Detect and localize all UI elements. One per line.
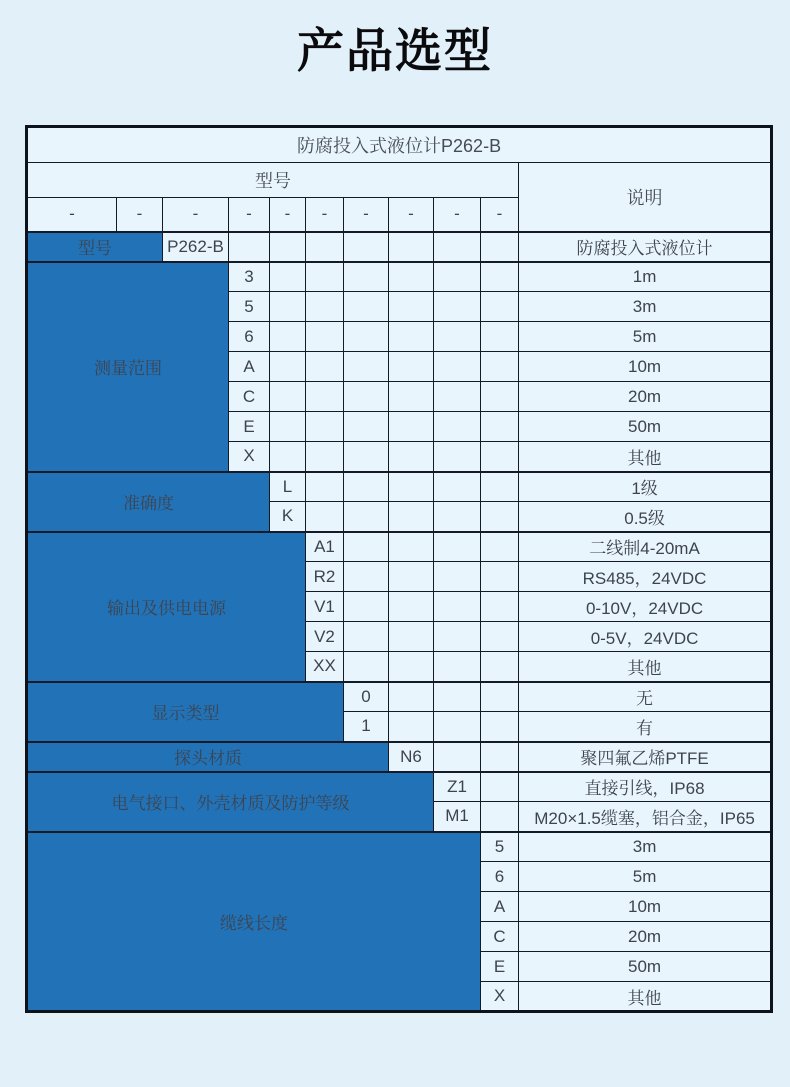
model-header-row bbox=[27, 163, 772, 198]
option-code-cell: P262-B bbox=[163, 232, 229, 262]
empty-cell bbox=[344, 562, 389, 592]
option-code-cell: K bbox=[270, 502, 306, 532]
model-dash-cell: - bbox=[389, 198, 434, 232]
empty-cell bbox=[389, 232, 434, 262]
option-description-cell: 50m bbox=[519, 952, 772, 982]
empty-cell bbox=[481, 412, 519, 442]
option-code-cell: A bbox=[481, 892, 519, 922]
empty-cell bbox=[306, 412, 344, 442]
empty-cell bbox=[434, 442, 481, 472]
empty-cell bbox=[481, 622, 519, 652]
table-row bbox=[27, 472, 772, 502]
option-description-cell: 10m bbox=[519, 352, 772, 382]
empty-cell bbox=[434, 652, 481, 682]
option-description-cell: 0-5V，24VDC bbox=[519, 622, 772, 652]
option-code-cell: R2 bbox=[306, 562, 344, 592]
empty-cell bbox=[306, 292, 344, 322]
empty-cell bbox=[344, 622, 389, 652]
model-dash-cell: - bbox=[344, 198, 389, 232]
empty-cell bbox=[270, 442, 306, 472]
empty-cell bbox=[481, 652, 519, 682]
empty-cell bbox=[434, 412, 481, 442]
option-code-cell: M1 bbox=[434, 802, 481, 832]
option-code-cell: A bbox=[229, 352, 270, 382]
section-label-cell: 显示类型 bbox=[27, 682, 344, 742]
empty-cell bbox=[434, 352, 481, 382]
option-code-cell: E bbox=[481, 952, 519, 982]
option-code-cell: Z1 bbox=[434, 772, 481, 802]
empty-cell bbox=[481, 532, 519, 562]
empty-cell bbox=[434, 622, 481, 652]
option-code-cell: 0 bbox=[344, 682, 389, 712]
empty-cell bbox=[389, 352, 434, 382]
section-label-cell: 探头材质 bbox=[27, 742, 389, 772]
empty-cell bbox=[389, 712, 434, 742]
empty-cell bbox=[229, 232, 270, 262]
table-title-cell: 防腐投入式液位计P262-B bbox=[27, 127, 772, 163]
empty-cell bbox=[481, 772, 519, 802]
empty-cell bbox=[306, 232, 344, 262]
empty-cell bbox=[434, 262, 481, 292]
option-code-cell: A1 bbox=[306, 532, 344, 562]
table-row bbox=[27, 682, 772, 712]
empty-cell bbox=[389, 682, 434, 712]
empty-cell bbox=[306, 502, 344, 532]
option-description-cell: 其他 bbox=[519, 982, 772, 1012]
empty-cell bbox=[481, 562, 519, 592]
empty-cell bbox=[389, 502, 434, 532]
option-code-cell: 5 bbox=[229, 292, 270, 322]
empty-cell bbox=[270, 262, 306, 292]
option-code-cell: X bbox=[481, 982, 519, 1012]
model-dash-cell: - bbox=[306, 198, 344, 232]
option-description-cell: 1m bbox=[519, 262, 772, 292]
option-code-cell: X bbox=[229, 442, 270, 472]
empty-cell bbox=[270, 292, 306, 322]
description-header-cell: 说明 bbox=[519, 163, 772, 232]
empty-cell bbox=[434, 322, 481, 352]
empty-cell bbox=[306, 262, 344, 292]
section-label-cell: 准确度 bbox=[27, 472, 270, 532]
empty-cell bbox=[481, 472, 519, 502]
table-title-row bbox=[27, 127, 772, 163]
option-code-cell: 1 bbox=[344, 712, 389, 742]
empty-cell bbox=[344, 382, 389, 412]
empty-cell bbox=[344, 292, 389, 322]
option-description-cell: 二线制4-20mA bbox=[519, 532, 772, 562]
option-code-cell: V1 bbox=[306, 592, 344, 622]
option-code-cell: E bbox=[229, 412, 270, 442]
empty-cell bbox=[481, 352, 519, 382]
option-code-cell: 6 bbox=[229, 322, 270, 352]
empty-cell bbox=[389, 412, 434, 442]
empty-cell bbox=[306, 472, 344, 502]
empty-cell bbox=[344, 352, 389, 382]
empty-cell bbox=[434, 292, 481, 322]
table-row bbox=[27, 772, 772, 802]
model-dash-cell: - bbox=[270, 198, 306, 232]
section-label-cell: 输出及供电电源 bbox=[27, 532, 306, 682]
option-code-cell: C bbox=[481, 922, 519, 952]
table-row bbox=[27, 742, 772, 772]
empty-cell bbox=[481, 712, 519, 742]
empty-cell bbox=[344, 262, 389, 292]
empty-cell bbox=[434, 592, 481, 622]
option-description-cell: 防腐投入式液位计 bbox=[519, 232, 772, 262]
table-row bbox=[27, 262, 772, 292]
empty-cell bbox=[344, 532, 389, 562]
empty-cell bbox=[481, 442, 519, 472]
empty-cell bbox=[481, 592, 519, 622]
empty-cell bbox=[389, 532, 434, 562]
empty-cell bbox=[344, 502, 389, 532]
empty-cell bbox=[344, 592, 389, 622]
option-description-cell: 1级 bbox=[519, 472, 772, 502]
empty-cell bbox=[434, 382, 481, 412]
empty-cell bbox=[434, 472, 481, 502]
empty-cell bbox=[481, 742, 519, 772]
empty-cell bbox=[434, 502, 481, 532]
empty-cell bbox=[389, 592, 434, 622]
empty-cell bbox=[270, 322, 306, 352]
section-label-cell: 测量范围 bbox=[27, 262, 229, 472]
model-dash-cell: - bbox=[481, 198, 519, 232]
empty-cell bbox=[481, 232, 519, 262]
empty-cell bbox=[434, 682, 481, 712]
empty-cell bbox=[344, 232, 389, 262]
empty-cell bbox=[344, 322, 389, 352]
empty-cell bbox=[481, 502, 519, 532]
option-description-cell: 0.5级 bbox=[519, 502, 772, 532]
empty-cell bbox=[306, 442, 344, 472]
option-description-cell: 3m bbox=[519, 292, 772, 322]
option-description-cell: 20m bbox=[519, 382, 772, 412]
empty-cell bbox=[481, 382, 519, 412]
empty-cell bbox=[389, 622, 434, 652]
model-dash-cell: - bbox=[229, 198, 270, 232]
model-dash-cell: - bbox=[117, 198, 163, 232]
empty-cell bbox=[306, 322, 344, 352]
option-description-cell: RS485，24VDC bbox=[519, 562, 772, 592]
option-description-cell: M20×1.5缆塞，铝合金，IP65 bbox=[519, 802, 772, 832]
option-description-cell: 20m bbox=[519, 922, 772, 952]
empty-cell bbox=[434, 742, 481, 772]
model-dash-cell: - bbox=[27, 198, 117, 232]
empty-cell bbox=[389, 442, 434, 472]
option-description-cell: 5m bbox=[519, 862, 772, 892]
section-label-cell: 缆线长度 bbox=[27, 832, 481, 1012]
empty-cell bbox=[389, 472, 434, 502]
empty-cell bbox=[481, 802, 519, 832]
empty-cell bbox=[434, 712, 481, 742]
empty-cell bbox=[306, 382, 344, 412]
option-description-cell: 无 bbox=[519, 682, 772, 712]
option-code-cell: C bbox=[229, 382, 270, 412]
table-row bbox=[27, 532, 772, 562]
table-row bbox=[27, 832, 772, 862]
empty-cell bbox=[389, 562, 434, 592]
option-code-cell: N6 bbox=[389, 742, 434, 772]
empty-cell bbox=[481, 322, 519, 352]
empty-cell bbox=[270, 382, 306, 412]
option-description-cell: 10m bbox=[519, 892, 772, 922]
option-description-cell: 其他 bbox=[519, 442, 772, 472]
empty-cell bbox=[389, 322, 434, 352]
empty-cell bbox=[481, 262, 519, 292]
section-label-cell: 电气接口、外壳材质及防护等级 bbox=[27, 772, 434, 832]
model-dash-cell: - bbox=[163, 198, 229, 232]
option-description-cell: 其他 bbox=[519, 652, 772, 682]
empty-cell bbox=[389, 652, 434, 682]
option-code-cell: L bbox=[270, 472, 306, 502]
empty-cell bbox=[270, 352, 306, 382]
empty-cell bbox=[434, 532, 481, 562]
option-code-cell: 6 bbox=[481, 862, 519, 892]
option-code-cell: XX bbox=[306, 652, 344, 682]
option-description-cell: 0-10V，24VDC bbox=[519, 592, 772, 622]
empty-cell bbox=[389, 382, 434, 412]
product-selection-table bbox=[25, 125, 773, 1013]
empty-cell bbox=[434, 562, 481, 592]
empty-cell bbox=[270, 412, 306, 442]
option-description-cell: 50m bbox=[519, 412, 772, 442]
empty-cell bbox=[344, 412, 389, 442]
model-header-cell: 型号 bbox=[27, 163, 519, 198]
section-label-cell: 型号 bbox=[27, 232, 163, 262]
option-description-cell: 直接引线，IP68 bbox=[519, 772, 772, 802]
empty-cell bbox=[481, 682, 519, 712]
empty-cell bbox=[389, 262, 434, 292]
option-description-cell: 有 bbox=[519, 712, 772, 742]
option-description-cell: 聚四氟乙烯PTFE bbox=[519, 742, 772, 772]
option-code-cell: 5 bbox=[481, 832, 519, 862]
empty-cell bbox=[344, 652, 389, 682]
page-title: 产品选型 bbox=[297, 24, 493, 77]
option-description-cell: 5m bbox=[519, 322, 772, 352]
table-row bbox=[27, 232, 772, 262]
empty-cell bbox=[270, 232, 306, 262]
empty-cell bbox=[389, 292, 434, 322]
empty-cell bbox=[344, 472, 389, 502]
option-description-cell: 3m bbox=[519, 832, 772, 862]
option-code-cell: V2 bbox=[306, 622, 344, 652]
empty-cell bbox=[344, 442, 389, 472]
empty-cell bbox=[434, 232, 481, 262]
option-code-cell: 3 bbox=[229, 262, 270, 292]
empty-cell bbox=[306, 352, 344, 382]
empty-cell bbox=[481, 292, 519, 322]
model-dash-cell: - bbox=[434, 198, 481, 232]
